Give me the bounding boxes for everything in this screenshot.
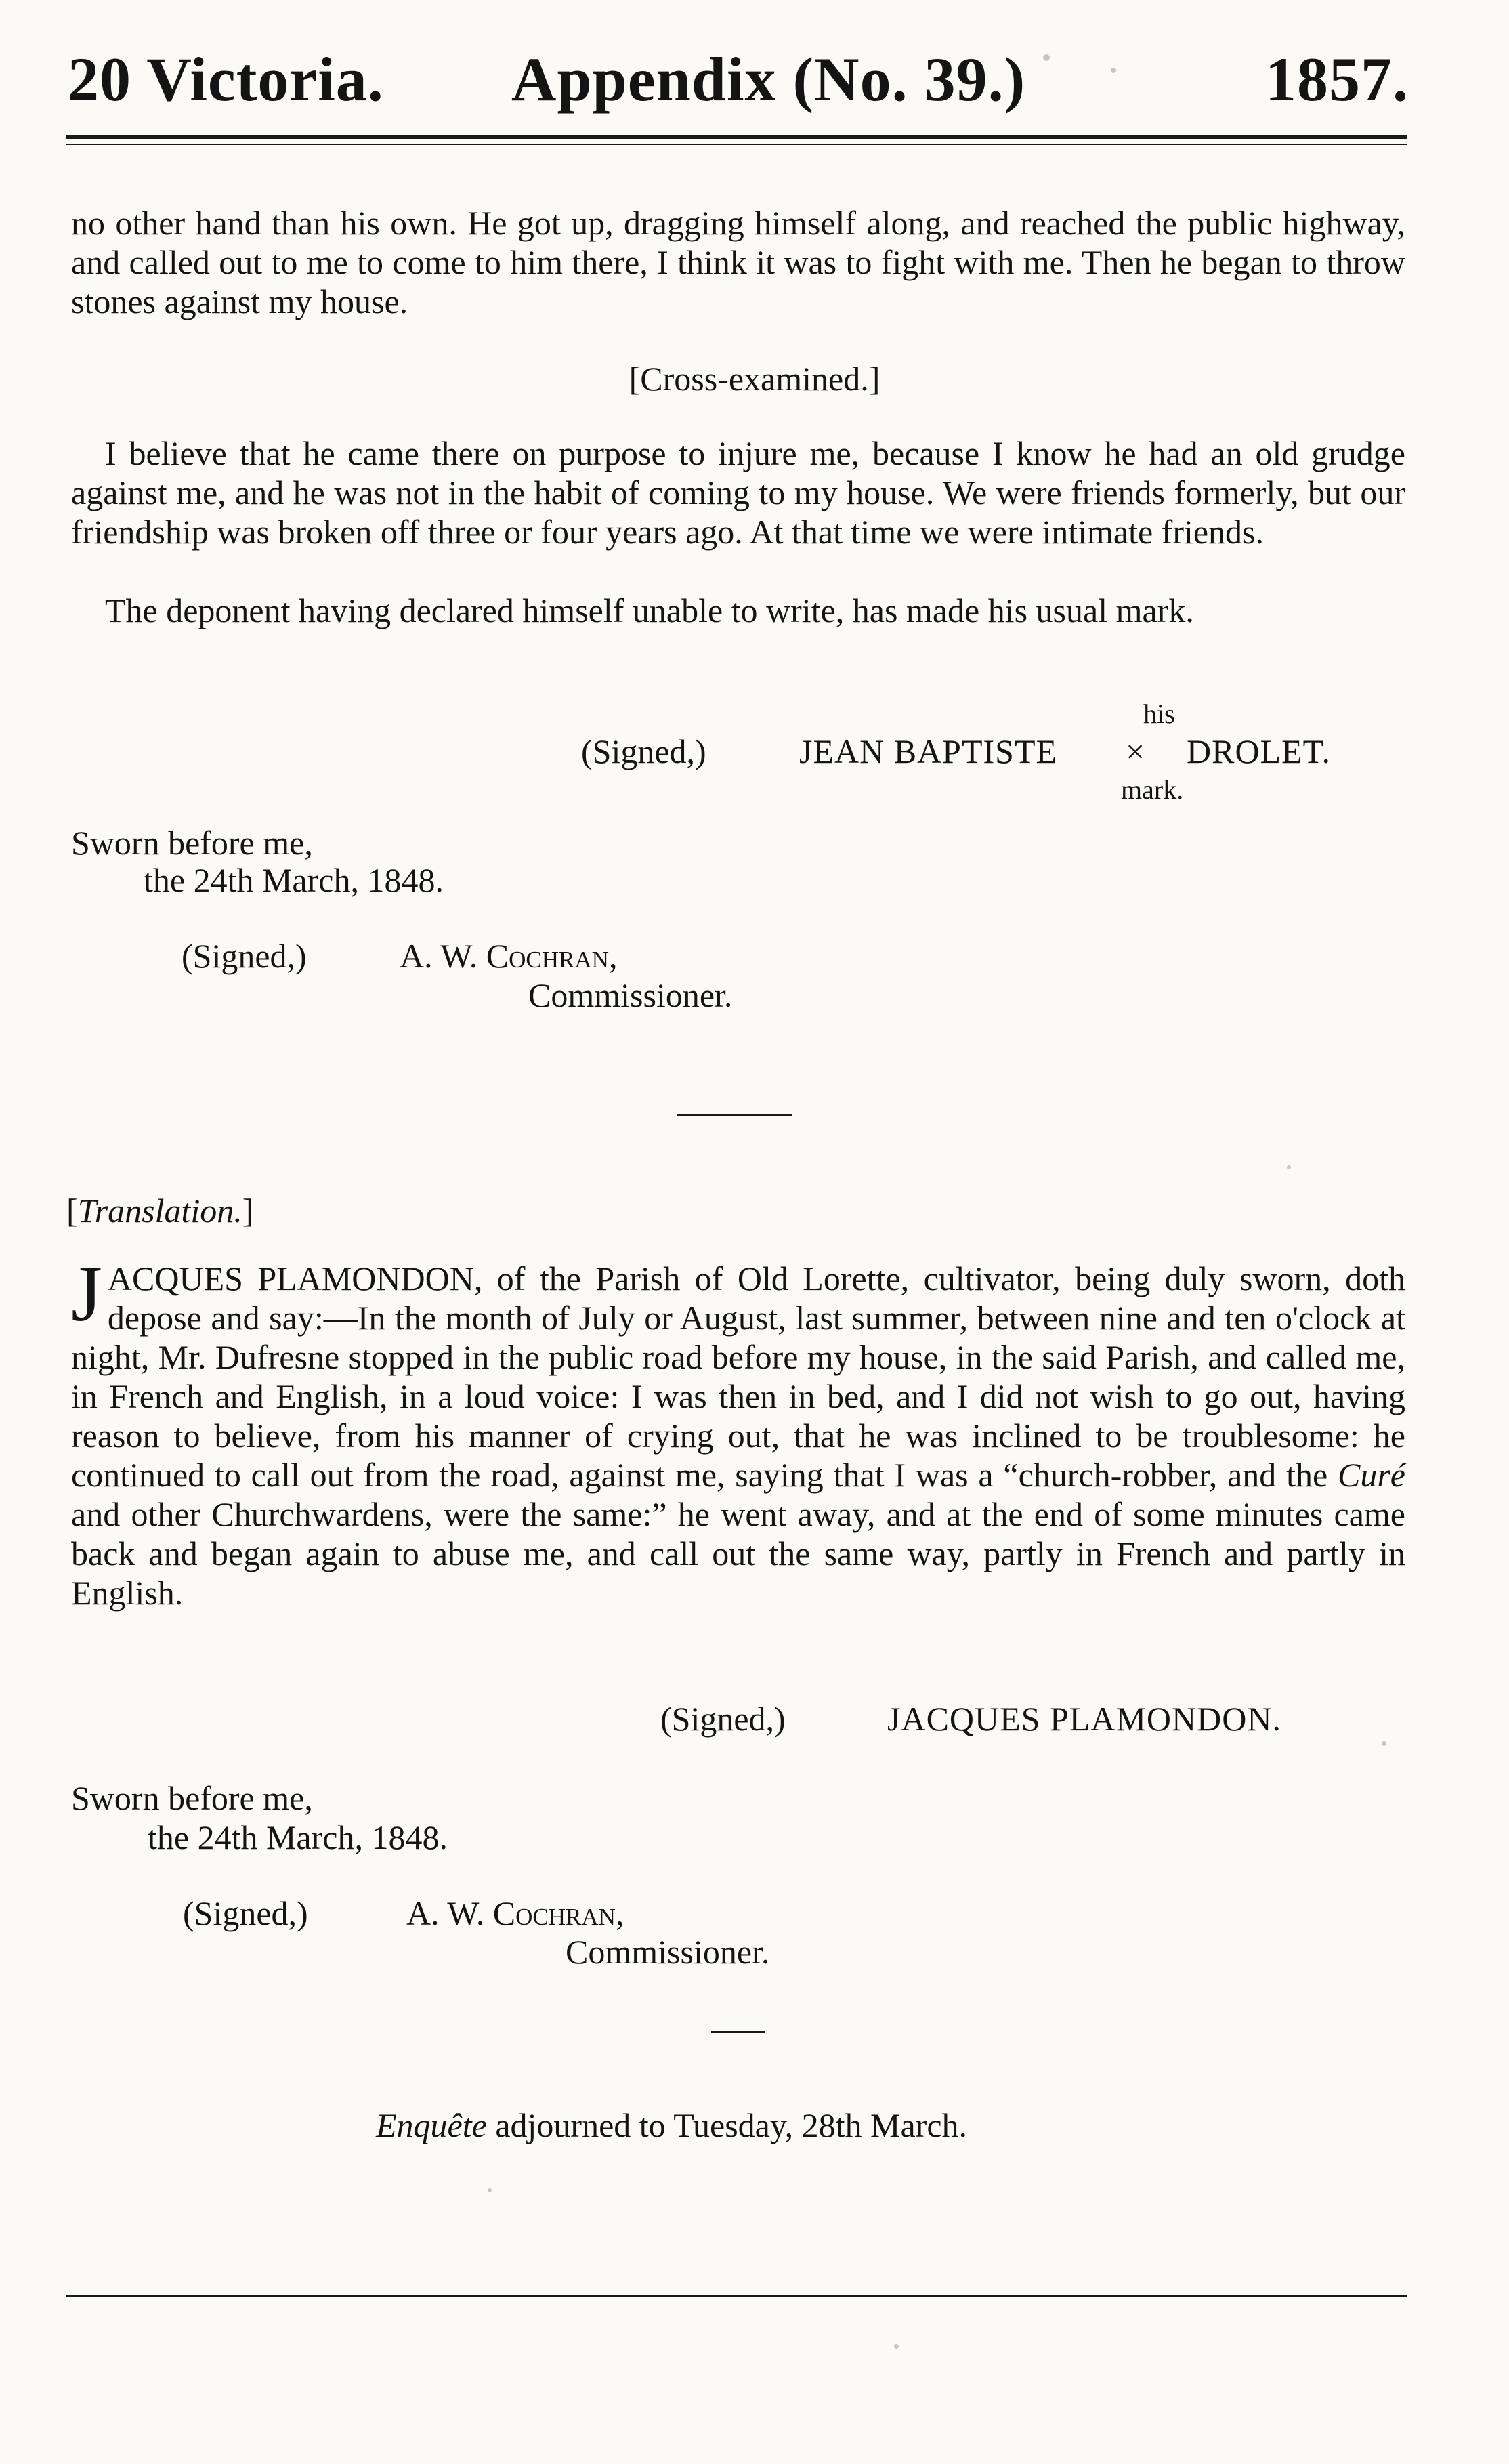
print-speck (1043, 54, 1050, 61)
signed-label: (Signed,) (581, 732, 706, 770)
commissioner-name-2: A. W. Cochran, (406, 1894, 624, 1932)
signer-last-name: DROLET. (1187, 732, 1331, 770)
print-speck (894, 2344, 899, 2349)
cross-exam-paragraph: I believe that he came there on purpose to injure me, because I know he had an old grudge against me, and he was not in the habit of coming to my house. We were friends formerly, but our friendship was broken off three or four years ago. At that time we were intimate friends. (71, 434, 1405, 551)
commissioner-title-2: Commissioner. (566, 1933, 770, 1971)
header-rule-thin (66, 144, 1407, 145)
deposition-text-end: and other Churchwardens, were the same:” he went away, and at the end of some minutes came back and began again to abuse me, and call out the same way, partly in French and partly in English. (71, 1495, 1405, 1612)
cure-word: Curé (1338, 1456, 1405, 1494)
header-session: 20 Victoria. (68, 45, 384, 114)
commissioner-signed-2: (Signed,) (183, 1894, 308, 1932)
sworn-before-me-1: Sworn before me, (71, 824, 313, 862)
mark-word: mark. (1121, 774, 1184, 805)
plamondon-deposition (71, 1249, 1405, 1612)
cross-examined-heading: [Cross-examined.] (629, 360, 880, 398)
print-speck (1111, 68, 1116, 73)
mark-symbol: × (1126, 732, 1145, 770)
sworn-date-2: the 24th March, 1848. (148, 1818, 448, 1856)
mark-his: his (1143, 698, 1175, 729)
sworn-before-me-2: Sworn before me, (71, 1779, 313, 1817)
commissioner-name-1: A. W. Cochran, (400, 937, 618, 975)
print-speck (1287, 1165, 1291, 1169)
sworn-date-1: the 24th March, 1848. (144, 861, 444, 899)
continuation-paragraph: no other hand than his own. He got up, dragging himself along, and reached the public highway, and called out to me to come to him there, I think it was to fight with me. Then he began to throw stones against my house. (71, 204, 1405, 320)
signer-first-name: JEAN BAPTISTE (799, 732, 1058, 770)
print-speck (1382, 1741, 1386, 1746)
header-rule-thick (66, 135, 1407, 139)
translation-label: [Translation.] (66, 1192, 254, 1230)
footer-rule (66, 2295, 1407, 2297)
short-divider (711, 2031, 765, 2033)
print-speck (488, 2188, 492, 2192)
adjournment-line (376, 2106, 967, 2145)
section-divider (677, 1114, 792, 1116)
translation-word: Translation. (77, 1192, 242, 1230)
unable-to-write-paragraph: The deponent having declared himself unable to write, has made his usual mark. (105, 591, 1194, 629)
commissioner-signed-1: (Signed,) (182, 937, 307, 975)
signer-plamondon: JACQUES PLAMONDON. (887, 1700, 1281, 1738)
adjournment-text: adjourned to Tuesday, 28th March. (495, 2106, 968, 2144)
enquete-word: Enquête (376, 2106, 487, 2144)
signed-label-2: (Signed,) (660, 1700, 786, 1738)
header-year: 1857. (1265, 45, 1409, 114)
drop-cap: J (71, 1249, 102, 1338)
header-appendix: Appendix (No. 39.) (511, 45, 1026, 114)
deposition-text: ACQUES PLAMONDON, of the Parish of Old Lorette, cultivator, being duly sworn, doth depose and say:—In the month of July or August, last summer, between nine and ten o'clock at night, Mr. Dufresne stopped in the public road before my house, in the said Parish, and called me, in French and English, in a loud voice: I was then in bed, and I did not wish to go out, having reason to believe, from his manner of crying out, that he was inclined to be troublesome: he continued to call out from the road, against me, saying that I was a “church-robber, and the (71, 1259, 1405, 1494)
commissioner-title-1: Commissioner. (528, 976, 733, 1014)
